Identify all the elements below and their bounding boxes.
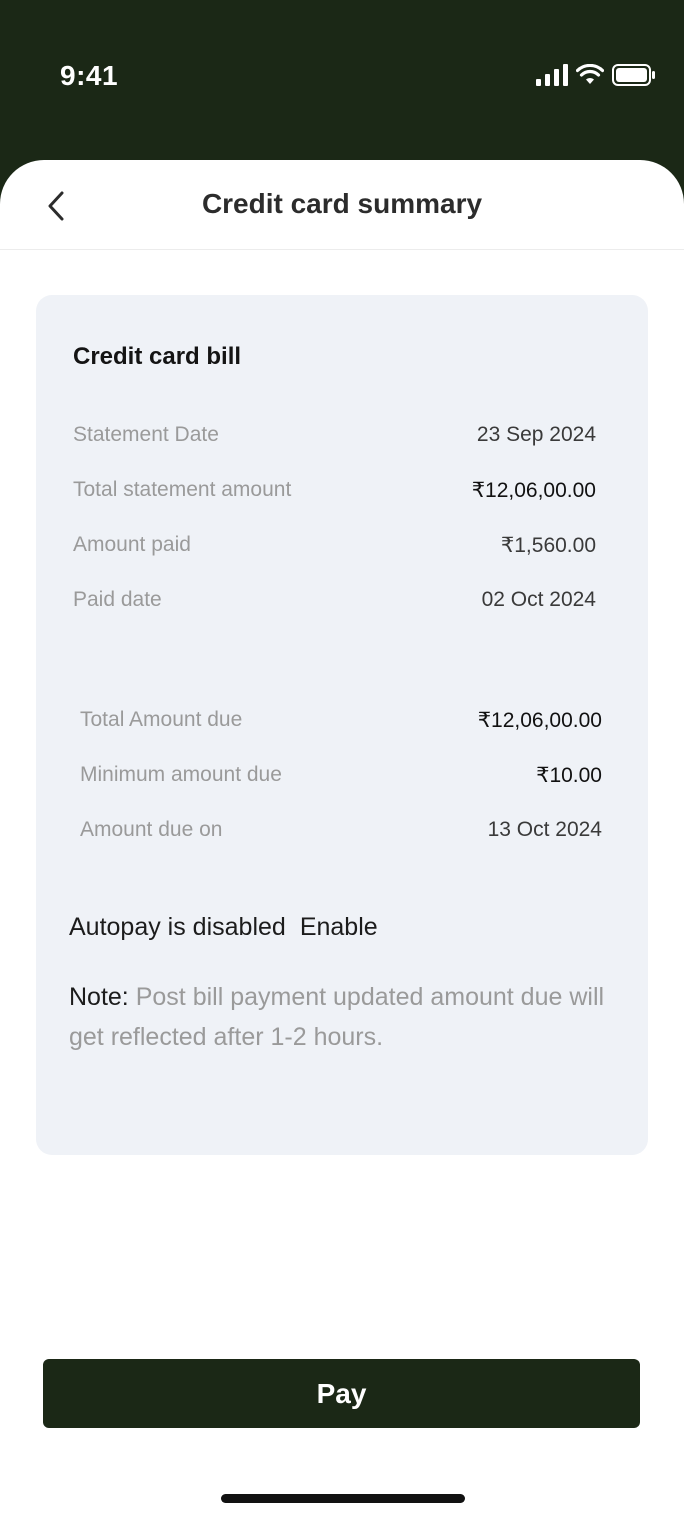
cellular-signal-icon (536, 64, 568, 86)
row-value: 23 Sep 2024 (476, 423, 596, 446)
row-value: 13 Oct 2024 (487, 818, 602, 841)
row-value: ₹1,560.00 (500, 533, 596, 557)
autopay-status (69, 913, 378, 942)
battery-icon (612, 64, 656, 86)
total-statement-amount-row (73, 475, 596, 505)
header (0, 160, 684, 250)
autopay-text: Autopay is disabled (69, 913, 286, 941)
pay-button[interactable]: Pay (43, 1359, 640, 1428)
credit-card-bill-card (36, 295, 648, 1155)
enable-autopay-link[interactable]: Enable (299, 913, 378, 941)
row-label: Total statement amount (73, 478, 292, 501)
note (69, 977, 619, 1057)
row-value: 02 Oct 2024 (481, 588, 596, 611)
row-label: Minimum amount due (80, 763, 282, 786)
status-time: 9:41 (60, 60, 119, 91)
status-icons (536, 64, 656, 86)
paid-date-row (73, 585, 596, 615)
row-label: Amount due on (80, 818, 223, 841)
row-label: Amount paid (73, 533, 191, 556)
note-label: Note: (69, 983, 129, 1011)
amount-due-on-row (80, 815, 602, 845)
row-value: ₹12,06,00.00 (471, 478, 596, 502)
total-amount-due-row (80, 705, 602, 735)
row-value: ₹10.00 (536, 763, 602, 787)
home-indicator (221, 1494, 465, 1503)
card-title: Credit card bill (73, 343, 242, 370)
amount-paid-row (73, 530, 596, 560)
row-label: Total Amount due (80, 708, 243, 731)
wifi-icon (576, 64, 604, 86)
row-label: Statement Date (73, 423, 219, 446)
row-label: Paid date (73, 588, 162, 611)
note-text: Post bill payment updated amount due will get reflected after 1-2 hours. (69, 983, 605, 1051)
status-bar (0, 0, 684, 160)
summary-sheet (0, 160, 684, 1518)
page-title: Credit card summary (201, 188, 483, 219)
minimum-amount-due-row (80, 760, 602, 790)
row-value: ₹12,06,00.00 (477, 708, 602, 732)
statement-date-row (73, 420, 596, 450)
